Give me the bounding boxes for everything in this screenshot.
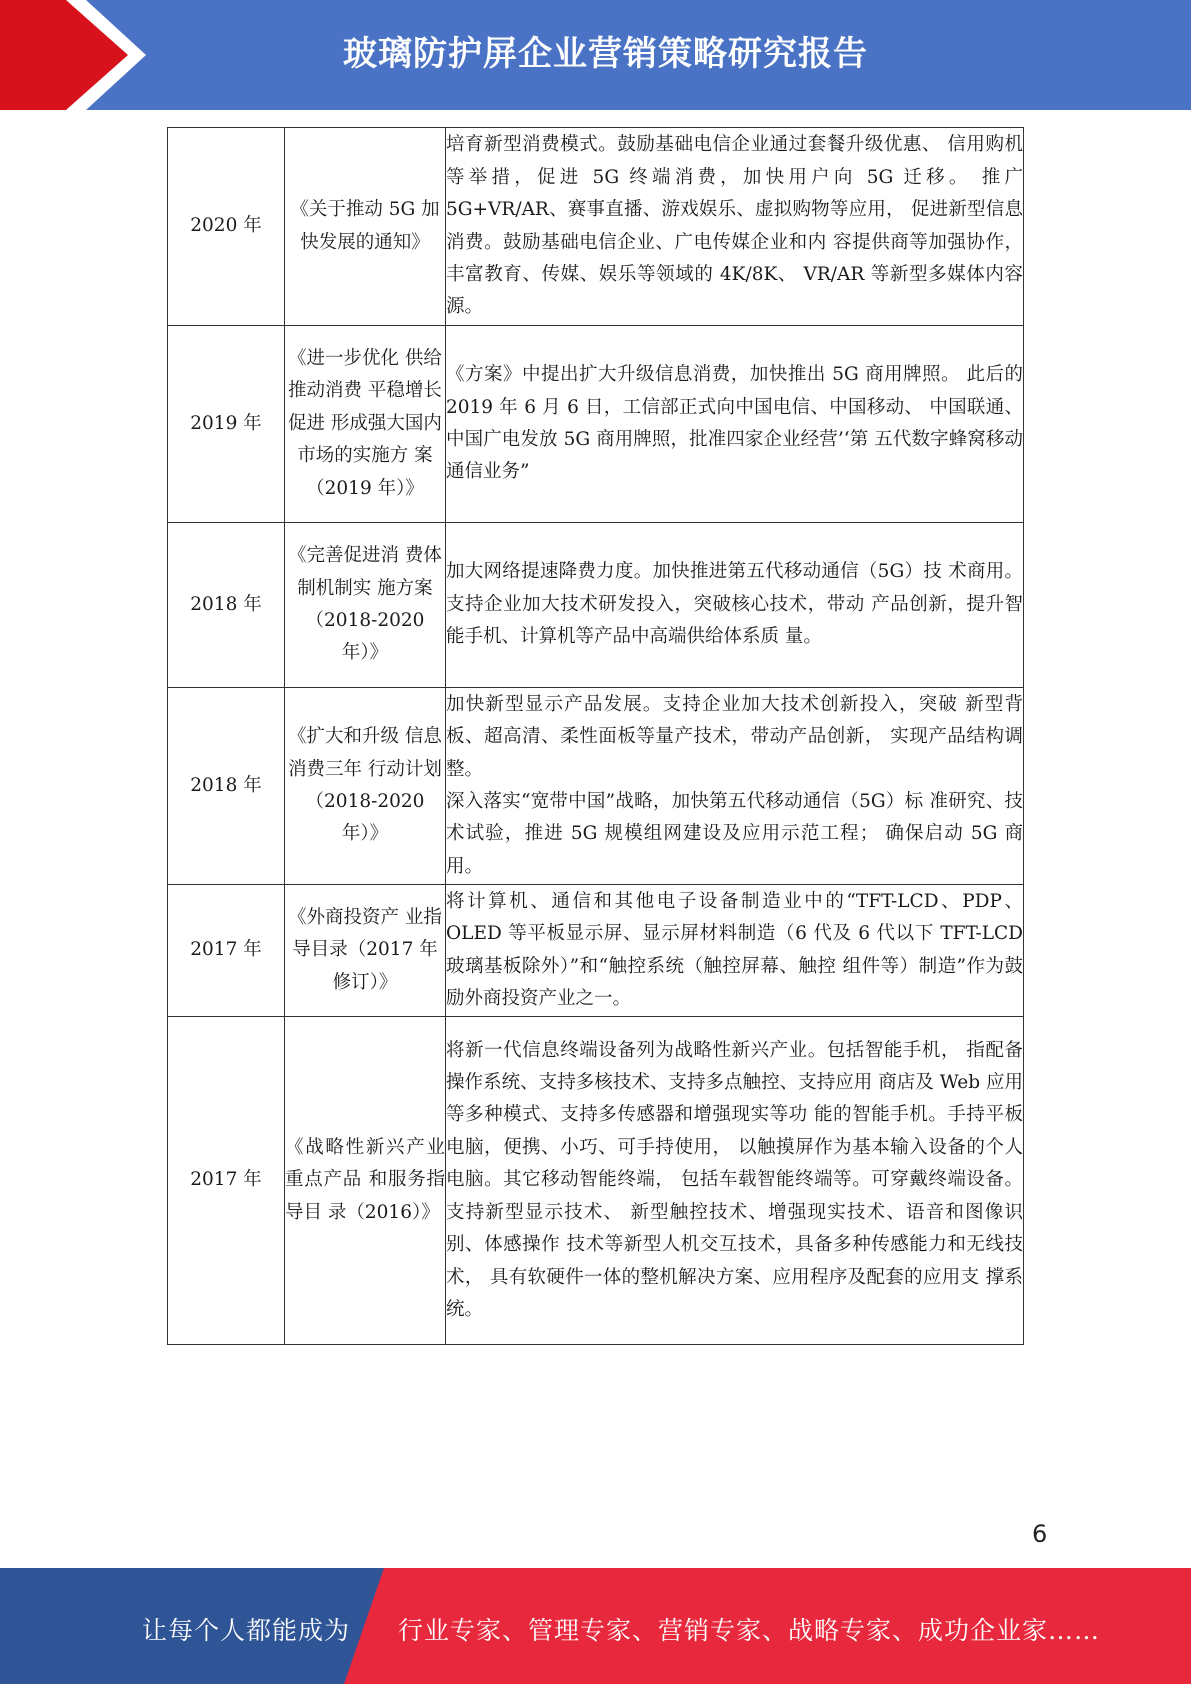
- year-cell: 2017 年: [168, 1017, 285, 1345]
- year-cell: 2018 年: [168, 688, 285, 885]
- policy-content-cell: 《方案》中提出扩大升级信息消费，加快推出 5G 商用牌照。 此后的 2019 年 6 月 6 日，工信部正式向中国电信、中国移动、 中国联通、中国广电发放 5G 商用牌照，批准四家企业经营’‘第 五代数字蜂窝移动通信业务”: [446, 326, 1024, 523]
- policy-content-cell: 将新一代信息终端设备列为战略性新兴产业。包括智能手机， 指配备操作系统、支持多核技术、支持多点触控、支持应用 商店及 Web 应用等多种模式、支持多传感器和增强现实等功 能的智能手机。手持平板电脑，便携、小巧、可手持使用， 以触摸屏作为基本输入设备的个人电脑。其它移动智能终端， 包括车载智能终端等。可穿戴终端设备。支持新型显示技术、 新型触控技术、增强现实技术、语音和图像识别、体感操作 技术等新型人机交互技术，具备多种传感能力和无线技术， 具有软硬件一体的整机解决方案、应用程序及配套的应用支 撑系统。: [446, 1017, 1024, 1345]
- footer-slogan-right: 行业专家、管理专家、营销专家、战略专家、成功企业家……: [398, 1616, 1101, 1645]
- policy-content-paragraph: 深入落实“宽带中国”战略，加快第五代移动通信（5G）标 准研究、技术试验，推进 5G 规模组网建设及应用示范工程； 确保启动 5G 商用。: [446, 791, 1023, 877]
- policy-title-cell: 《外商投资产 业指导目录（2017 年修订）》: [285, 885, 446, 1017]
- year-cell: 2020 年: [168, 128, 285, 326]
- year-cell: 2019 年: [168, 326, 285, 523]
- policy-table: [167, 127, 1024, 1345]
- table-row: [168, 128, 1024, 326]
- year-cell: 2017 年: [168, 885, 285, 1017]
- policy-content-paragraph: 加快新型显示产品发展。支持企业加大技术创新投入，突破 新型背板、超高清、柔性面板等量产技术，带动产品创新， 实现产品结构调整。: [446, 693, 1023, 780]
- policy-title-cell: 《扩大和升级 信息消费三年 行动计划（2018-2020 年）》: [285, 688, 446, 885]
- report-title: 玻璃防护屏企业营销策略研究报告: [343, 34, 868, 74]
- policy-title-cell: 《战略性新兴产业重点产品 和服务指导目 录（2016）》: [285, 1017, 446, 1345]
- policy-content-cell: 加大网络提速降费力度。加快推进第五代移动通信（5G）技 术商用。支持企业加大技术研发投入，突破核心技术，带动 产品创新，提升智能手机、计算机等产品中高端供给体系质 量。: [446, 523, 1024, 688]
- policy-content-cell: 培育新型消费模式。鼓励基础电信企业通过套餐升级优惠、 信用购机等举措，促进 5G 终端消费，加快用户向 5G 迁移。 推广 5G+VR/AR、赛事直播、游戏娱乐、虚拟购物等应用， 促进新型信息消费。鼓励基础电信企业、广电传媒企业和内 容提供商等加强协作，丰富教育、传媒、娱乐等领域的 4K/8K、 VR/AR 等新型多媒体内容源。: [446, 128, 1024, 326]
- year-cell: 2018 年: [168, 523, 285, 688]
- header-banner: [0, 0, 1191, 110]
- table-row: [168, 1017, 1024, 1345]
- policy-content-cell: 将计算机、通信和其他电子设备制造业中的“TFT-LCD、PDP、 OLED 等平板显示屏、显示屏材料制造（6 代及 6 代以下 TFT-LCD 玻璃基板除外）”和“触控系统（触控屏幕、触控 组件等）制造”作为鼓励外商投资产业之一。: [446, 885, 1024, 1017]
- policy-content-cell: [446, 688, 1024, 885]
- policy-title-cell: 《完善促进消 费体制机制实 施方案（2018-2020 年）》: [285, 523, 446, 688]
- table-row: [168, 885, 1024, 1017]
- page-number: 6: [1032, 1520, 1048, 1548]
- table-row: [168, 523, 1024, 688]
- policy-title-cell: 《进一步优化 供给推动消费 平稳增长促进 形成强大国内 市场的实施方 案（2019 年）》: [285, 326, 446, 523]
- footer-slogan-left: 让每个人都能成为: [142, 1616, 351, 1645]
- table-row: [168, 688, 1024, 885]
- table-row: [168, 326, 1024, 523]
- policy-title-cell: 《关于推动 5G 加快发展的通知》: [285, 128, 446, 326]
- footer-banner: [0, 1568, 1191, 1684]
